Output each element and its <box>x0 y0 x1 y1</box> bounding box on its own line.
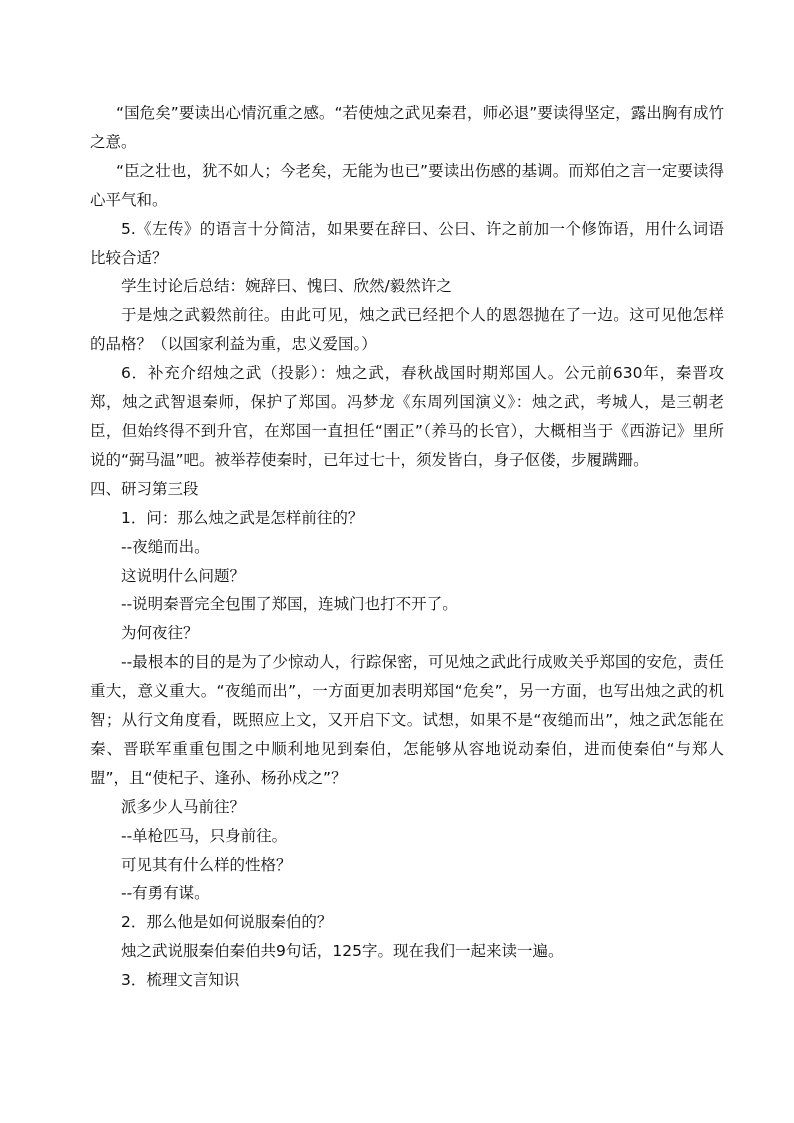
answer-paragraph: --最根本的目的是为了少惊动人，行踪保密，可见烛之武此行成败关乎郑国的安危，责任重大，意义重大。“夜缒而出”，一方面更加表明郑国“危矣”，另一方面，也写出烛之武的机智；从行文角度看，既照应上文，又开启下文。试想，如果不是“夜缒而出”，烛之武怎能在秦、晋联军重重包围之中顺利地见到秦伯，怎能够从容地说动秦伯，进而使秦伯“与郑人盟”，且“使杞子、逢孙、杨孙戍之”？ <box>90 653 724 787</box>
document-body <box>90 99 724 995</box>
paragraph: 6．补充介绍烛之武（投影）：烛之武，春秋战国时期郑国人。公元前630年，秦晋攻郑，烛之武智退秦师，保护了郑国。冯梦龙《东周列国演义》：烛之武，考城人，是三朝老臣，但始终得不到升官，在郑国一直担任“圉正”（养马的长官），大概相当于《西游记》里所说的“弼马温”吧。被举荐使秦时，已年过七十，须发皆白，身子伛偻，步履蹒跚。 <box>90 364 724 469</box>
paragraph: “国危矣”要读出心情沉重之感。“若使烛之武见秦君，师必退”要读得坚定，露出胸有成竹之意。 <box>90 104 724 151</box>
question-paragraph: 派多少人马前往？ <box>121 797 246 816</box>
answer-paragraph: --夜缒而出。 <box>121 537 210 556</box>
subheading: 3．梳理文言知识 <box>121 971 240 990</box>
question-paragraph: 2．那么他是如何说服秦伯的？ <box>121 913 333 932</box>
question-paragraph: 可见其有什么样的性格？ <box>121 855 292 874</box>
question-paragraph: 这说明什么问题？ <box>121 566 246 585</box>
paragraph: “臣之壮也，犹不如人；今老矣，无能为也已”要读出伤感的基调。而郑伯之言一定要读得心平气和。 <box>90 161 724 209</box>
paragraph: 烛之武说服秦伯秦伯共9句话，125字。现在我们一起来读一遍。 <box>121 942 564 961</box>
question-paragraph: 为何夜往？ <box>121 624 199 643</box>
section-heading: 四、研习第三段 <box>90 479 199 498</box>
answer-paragraph: --单枪匹马，只身前往。 <box>121 826 288 845</box>
paragraph: 学生讨论后总结：婉辞曰、愧曰、欣然/毅然许之 <box>121 277 452 296</box>
answer-paragraph: --有勇有谋。 <box>121 884 210 903</box>
answer-paragraph: --说明秦晋完全包围了郑国，连城门也打不开了。 <box>121 595 458 614</box>
paragraph: 于是烛之武毅然前往。由此可见，烛之武已经把个人的恩怨抛在了一边。这可见他怎样的品格？（以国家利益为重，忠义爱国。） <box>90 306 724 354</box>
question-paragraph: 1．问：那么烛之武是怎样前往的？ <box>121 508 364 527</box>
question-paragraph: 5.《左传》的语言十分简洁，如果要在辞曰、公曰、许之前加一个修饰语，用什么词语比较合适？ <box>90 219 724 267</box>
